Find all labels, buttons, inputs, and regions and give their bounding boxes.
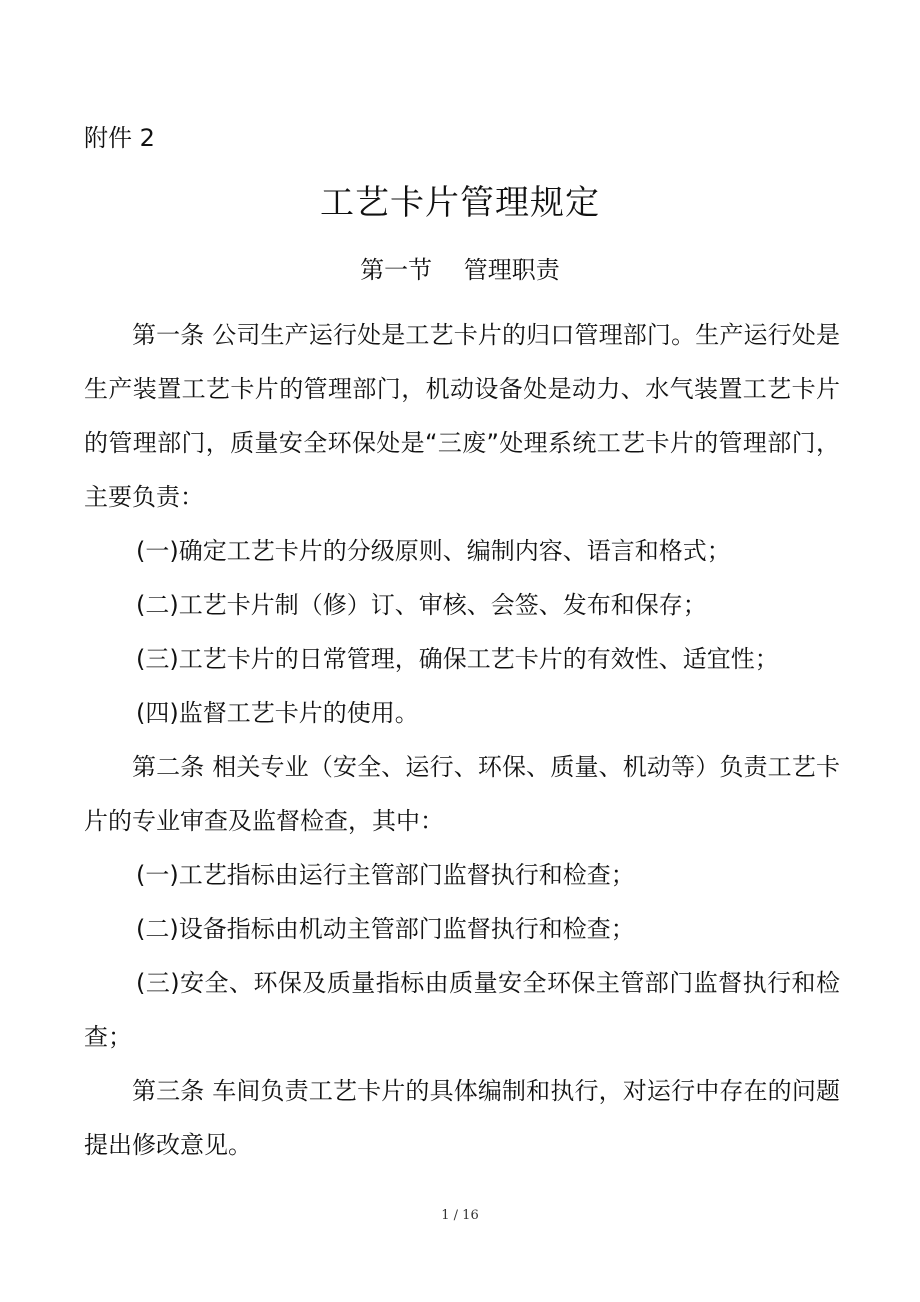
article-1-item-1: (一)确定工艺卡片的分级原则、编制内容、语言和格式； bbox=[136, 537, 731, 565]
section-heading: 第一节 管理职责 bbox=[360, 256, 560, 284]
article-1-item-4: (四)监督工艺卡片的使用。 bbox=[136, 699, 419, 727]
article-2-item-3: (三)安全、环保及质量指标由质量安全环保主管部门监督执行和检查； bbox=[84, 969, 840, 1051]
attachment-label: 附件 2 bbox=[84, 124, 155, 152]
document-body bbox=[84, 308, 840, 1172]
article-1-item-2: (二)工艺卡片制（修）订、审核、会签、发布和保存； bbox=[136, 591, 707, 619]
article-2-paragraph: 第二条 相关专业（安全、运行、环保、质量、机动等）负责工艺卡片的专业审查及监督检查，其中： bbox=[84, 753, 840, 835]
article-2-item-1: (一)工艺指标由运行主管部门监督执行和检查； bbox=[136, 861, 635, 889]
article-2-item-2: (二)设备指标由机动主管部门监督执行和检查； bbox=[136, 915, 635, 943]
article-1-paragraph: 第一条 公司生产运行处是工艺卡片的归口管理部门。生产运行处是生产装置工艺卡片的管理部门，机动设备处是动力、水气装置工艺卡片的管理部门，质量安全环保处是“三废”处理系统工艺卡片的管理部门，主要负责： bbox=[84, 321, 840, 511]
document-title: 工艺卡片管理规定 bbox=[320, 183, 600, 223]
page-number: 1 / 16 bbox=[441, 1208, 479, 1223]
article-1-item-3: (三)工艺卡片的日常管理，确保工艺卡片的有效性、适宜性； bbox=[136, 645, 779, 673]
article-3-paragraph: 第三条 车间负责工艺卡片的具体编制和执行，对运行中存在的问题提出修改意见。 bbox=[84, 1077, 840, 1159]
